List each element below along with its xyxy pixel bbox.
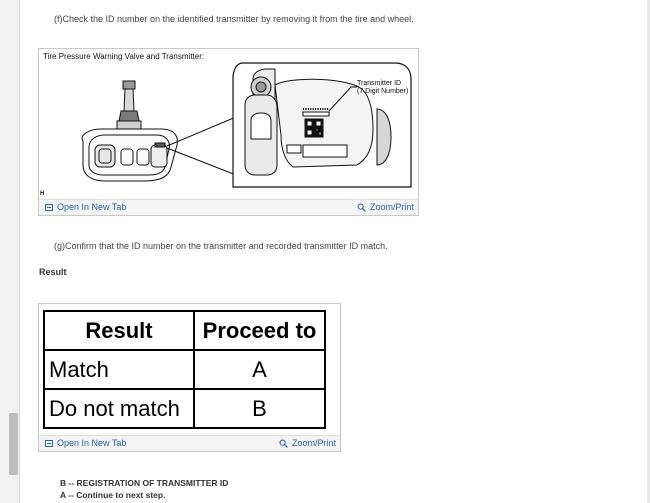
cell-result: Match	[44, 350, 194, 389]
cell-proceed: B	[194, 389, 325, 428]
window-icon	[45, 440, 53, 447]
cell-result: Do not match	[44, 389, 194, 428]
figure-caption: Tire Pressure Warning Valve and Transmitter:	[43, 52, 205, 61]
open-in-new-tab-label: Open In New Tab	[57, 202, 127, 212]
window-icon	[45, 204, 53, 211]
result-heading: Result	[39, 267, 67, 277]
figure-result-table	[38, 303, 341, 452]
table-row	[44, 350, 325, 389]
open-in-new-tab-link[interactable]	[45, 438, 126, 448]
magnifier-icon	[279, 439, 288, 448]
header-proceed-to: Proceed to	[194, 311, 325, 350]
result-table	[43, 310, 326, 429]
scrollbar-thumb[interactable]	[9, 413, 18, 475]
footer-line-a: A -- Continue to next step.	[60, 490, 166, 500]
step-g-text: (g)Confirm that the ID number on the transmitter and recorded transmitter ID match.	[54, 241, 388, 251]
open-in-new-tab-link[interactable]	[45, 202, 126, 212]
figure-letter: H	[40, 191, 45, 197]
transmitter-id-callout	[357, 80, 408, 96]
table-row	[44, 389, 325, 428]
table-header-row	[44, 311, 325, 350]
callout-line-2: (7 Digit Number)	[357, 88, 409, 95]
step-f-text: (f)Check the ID number on the identified transmitter by removing it from the tire and wheel.	[54, 14, 414, 24]
cell-proceed: A	[194, 350, 325, 389]
figure-toolbar	[39, 199, 418, 215]
zoom-print-link[interactable]	[357, 202, 414, 212]
zoom-print-label: Zoom/Print	[291, 438, 336, 448]
header-result: Result	[44, 311, 194, 350]
zoom-print-link[interactable]	[279, 438, 336, 448]
callout-line-1: Transmitter ID	[357, 80, 402, 87]
magnifier-icon	[357, 203, 366, 212]
footer-line-b: B -- REGISTRATION OF TRANSMITTER ID	[60, 478, 229, 488]
transmitter-diagram	[39, 49, 418, 199]
figure-toolbar	[39, 435, 340, 451]
figure-transmitter	[38, 48, 419, 216]
zoom-print-label: Zoom/Print	[369, 202, 414, 212]
open-in-new-tab-label: Open In New Tab	[57, 438, 127, 448]
